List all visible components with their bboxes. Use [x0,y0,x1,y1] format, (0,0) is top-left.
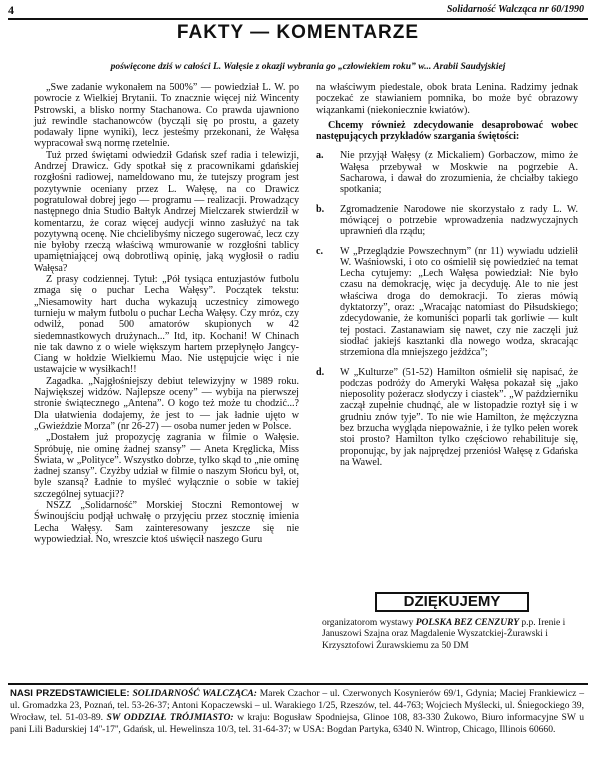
right-column [316,82,578,476]
article-paragraph: „Dostałem już propozycję zagrania w filmie o Wałęsie. Spróbuję, nie ominę żadnej szansy” — Aneta Kręglicka, Miss Świata, w „Polityce”. Wszystko dobrze, tylko skąd to „nie ominę żadnej szansy”. Czyżby udział w filmie o naszym Słońcu był, ot, byle szansą? Ładnie to myśleć wyłącznie o sobie w takiej szczególnej sytuacji?? [34,432,299,500]
list-letter: a. [316,150,324,162]
thanks-text [322,618,582,653]
article-paragraph: „Swe zadanie wykonałem na 500%” — powiedział L. W. po powrocie z Wielkiej Brytanii. To znacznie więcej niż Wincenty Pstrowski, a blisko normy Stachanowa. Co prawda ujawniono już rewindle stachanowców (bycząli się po prostu, a gazety podawały lipne wyniki), lecz jesteśmy przekonani, że Wałęsa wypracował swą normę rzetelnie. [34,82,299,150]
article-paragraph: NSZZ „Solidarność” Morskiej Stoczni Remontowej w Świnoujściu podjął uchwałę o przyjęciu przez stocznię imienia Lecha Wałęsy. Sam zainteresowany jeszcze się nie wypowiedział. No, wreszcie ktoś uświęcił naszego Guru [34,499,299,545]
list-item-text: Zgromadzenie Narodowe nie skorzystało z rady L. W. mówiącej o potrzebie wprowadzenia nadzwyczajnych uprawnień dla rządu; [340,203,578,238]
list-item [316,367,578,469]
article-paragraph: na właściwym piedestale, obok brata Lenina. Radzimy jednak poczekać ze stawianiem pomnika, bo może być obrazowy wiązankami (niekoniecznie kwiatów). [316,82,578,116]
representatives-footer [10,688,584,736]
thanks-heading: DZIĘKUJEMY [375,592,529,612]
bottom-rule [8,683,588,685]
list-letter: b. [316,203,325,215]
page-title: FAKTY — KOMENTARZE [176,22,420,43]
top-rule [8,18,588,20]
exhibit-name: POLSKA BEZ CENZURY [415,617,520,628]
thanks-notice [322,592,582,652]
list-item [316,150,578,195]
page-number: 4 [8,3,14,17]
thanks-pre: organizatorom wystawy [322,617,414,628]
page-subtitle: poświęcone dziś w całości L. Wałęsie z okazji wybrania go „człowiekiem roku” w... Arabii Saudyjskiej [110,62,506,72]
list-item [316,204,578,238]
article-paragraph: Tuż przed świętami odwiedził Gdańsk szef radia i telewizji, Andrzej Drawicz. Gdy spotkał się z pracownikami gdańskiej rozgłośni radiowej, nameldowano mu, że tutejszy program jest pozytywnie oceniany przez L. Wałęsę, na co Drawicz pogratulował dobrej jego — programu — realizacji. Prowadzący następnego dnia Studio Bałtyk Andrzej Mielczarek stwierdził w komentarzu, że coraz więcej audycji winno zasłużyć na tak pozytywną ocenę. Nie chcielibyśmy niczego sugerować, lecz czy nie byłoby rzeczą właściwą wmurowanie w rozgłośni tablicy upamiętniającej ową dobrotliwą opinię, jaką wygłosił o radiu Wałęsa? [34,149,299,274]
article-paragraph: Zagadka. „Najgłośniejszy debiut telewizyjny w 1989 roku. Największej widzów. Najlepsze oceny” — wybija na pierwszej stronie świątecznego „Antena”. O kogo też może tu chodzić...? Dla ułatwienia dodajemy, że jest to — jak ładnie ujęto w „Gwieździe Morza” (nr 26-27) — osoba numer jeden w Polsce. [34,375,299,432]
representatives-text: Marek Czachor – ul. Czerwonych Kosynierów 69/1, Gdynia; Maciej Frankiewicz – ul. Gromadzka 23, Poznań, tel. 53-26-37; Antoni Kopaczewski – ul. Warakiego 1/25, Rzeszów, tel. 44-763; Wojciech Myślecki, ul. Śniegockiego 39, Wrocław, tel. 51-03-89. [10,688,585,724]
list-item-text: W „Kulturze” (51-52) Hamilton ośmielił się napisać, że podczas podróży do Ameryki Wałęsa pokazał się „jako nieposolity pożeracz słodyczy i ciastek”. „W październiku zaczął zupełnie chudnąć, ale w listopadzie roztył się i w grudniu znów tyje”. To nie wie Hamilton, że mężczyzna bez brzucha wygląda niepoważnie, i że tylko pełen worek stoi prosto? Hamilton tylko częściowo rehabilituje się, proponując, by jak najprędzej przeniósł Wałęsę z Gdańska na Wawel. [340,366,578,468]
grievance-list [316,150,578,468]
article-paragraph: Chcemy również zdecydowanie desaprobować wobec następujących przykładów szargania świętości: [316,119,578,143]
thanks-post: p.p. Irenie i Januszowi Szajna oraz Magdalenie Wyszatckiej-Żurawski i Krzysztofowi Żurawskiemu za 50 DM [322,617,566,651]
representatives-org: SOLIDARNOŚĆ WALCZĄCA: [132,688,257,699]
running-head: Solidarność Walcząca nr 60/1990 [446,4,584,15]
article-paragraph: Z prasy codziennej. Tytuł: „Pół tysiąca entuzjastów futbolu zmaga się o puchar Lecha Wałęsy”. Początek tekstu: „Niesamowity hart ducha wykazują uczestnicy zimowego turnieju w małym futbolu o puchar Lecha Wałęsy. Czy mróz, czy odwilż, ponad 500 amatorów skupionych w 42 siedemnastkowych drużynach...” Itd, itp. Kochani! W Chinach nie tak dawno z o wiele większym hartem przepłynęło Jangcy-Ciang w hołdzie Wielkiemu Mao. Nie ustępujcie więc i nie ustawajcie w wysiłkach!! [34,274,299,376]
representatives-label: NASI PRZEDSTAWICIELE: [10,688,130,699]
list-letter: c. [316,245,324,257]
representatives-org2: SW ODDZIAŁ TRÓJMIASTO: [106,712,234,724]
list-item [316,246,578,359]
list-item-text: Nie przyjął Wałęsy (z Mickaliem) Gorbaczow, mimo że Wałęsa przebywał w Moskwie na pogrzebie A. Sacharowa, i dawał do zrozumienia, że chciałby takiego spotkania; [340,150,578,196]
list-item-text: W „Przeglądzie Powszechnym” (nr 11) wywiadu udzielił W. Waśniowski, i oto co ośmielił się powiedzieć na temat Lecha cytujemy: „Lech Wałęsa powiedział: Nie było czasu na demokrację, więc ja decyduję. Ale to nie jest właściwa droga do demokracji. To zieras mówią dyktatorzy”, oraz: „Wracając natomiast do Piłsudskiego; zdecydowanie, że komuniści poparli tak gorliwie — kult tej postaci. Zastanawiam się nawet, czy nie zaczęli już siodłać jakiejś kasztanki dla nowego wodza, skracając strzemiona dla mniejszego jeźdźca”; [340,245,578,359]
representatives-text2: w kraju: Bogusław Spodniejsa, Glinoe 108, 83-330 Żukowo, Biuro informacyjne SW u pani Lili Badurskiej 14''-17'', Gdańsk, ul. Hewelinsza 10/3, tel. 31-64-37; w USA: Bogdan Partyka, 6340 N. Wintrop, Chicago, Illinois 60660. [10,712,584,736]
list-letter: d. [316,366,325,378]
left-column [34,82,299,545]
